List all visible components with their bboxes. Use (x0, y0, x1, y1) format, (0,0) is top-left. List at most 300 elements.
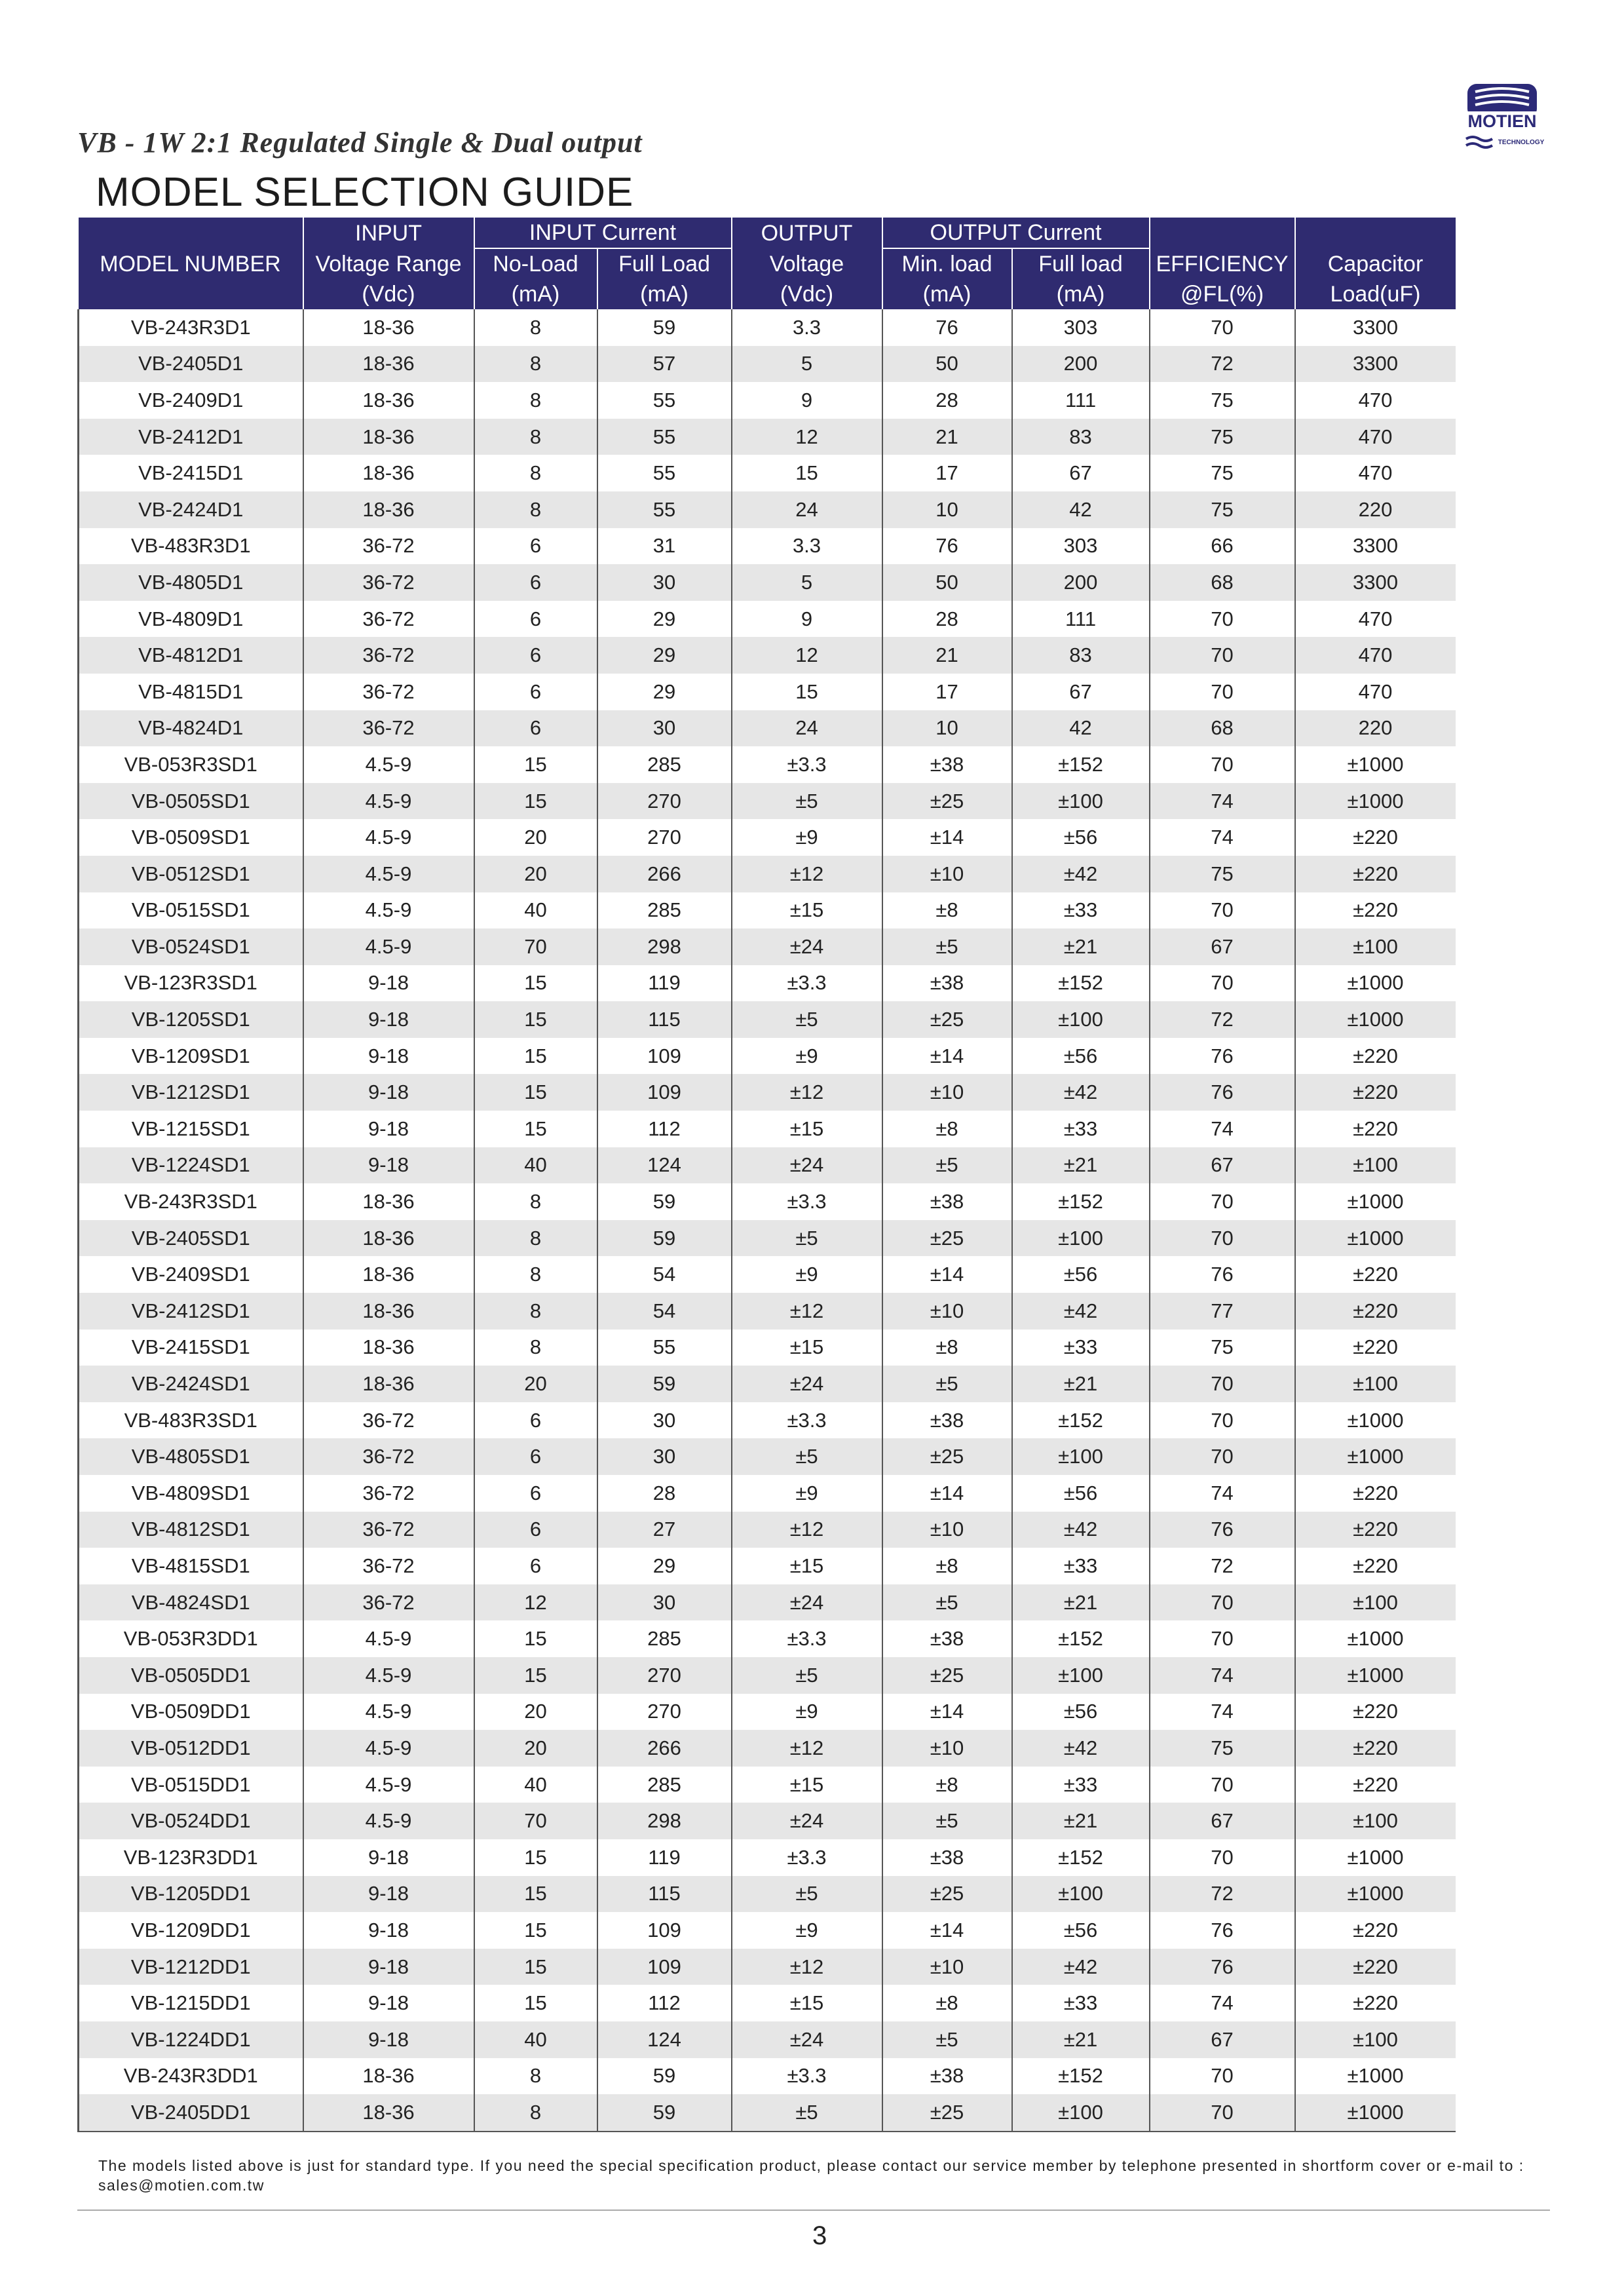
cell-output-voltage: 15 (732, 455, 882, 491)
cell-input-full-load: 109 (597, 1949, 732, 1985)
footer-divider (77, 2210, 1550, 2211)
cell-input-full-load: 285 (597, 1767, 732, 1803)
table-row (79, 1767, 1456, 1803)
cell-input-full-load: 27 (597, 1512, 732, 1548)
cell-model-number: VB-243R3SD1 (79, 1183, 303, 1220)
cell-output-full-load: 303 (1012, 528, 1150, 565)
cell-capacitor-load: ±100 (1295, 1366, 1456, 1402)
cell-output-full-load: 200 (1012, 564, 1150, 601)
cell-capacitor-load: ±220 (1295, 1767, 1456, 1803)
cell-output-voltage: ±24 (732, 1366, 882, 1402)
table-row (79, 1730, 1456, 1767)
cell-capacitor-load: ±220 (1295, 1694, 1456, 1731)
cell-output-voltage: ±15 (732, 1985, 882, 2021)
cell-input-voltage-range: 36-72 (303, 1438, 474, 1475)
cell-output-voltage: ±5 (732, 1657, 882, 1694)
cell-capacitor-load: 3300 (1295, 346, 1456, 383)
cell-input-full-load: 54 (597, 1256, 732, 1293)
cell-input-no-load: 15 (474, 965, 597, 1002)
cell-input-voltage-range: 36-72 (303, 637, 474, 674)
header-unit-efficiency: @FL(%) (1150, 279, 1295, 309)
svg-text:TECHNOLOGY: TECHNOLOGY (1498, 139, 1545, 146)
cell-input-voltage-range: 36-72 (303, 710, 474, 747)
cell-efficiency: 72 (1150, 346, 1295, 383)
header-output-current: OUTPUT Current (882, 218, 1150, 248)
cell-model-number: VB-0509SD1 (79, 819, 303, 856)
cell-input-voltage-range: 4.5-9 (303, 1730, 474, 1767)
cell-output-voltage: ±24 (732, 928, 882, 965)
cell-output-min-load: 21 (882, 637, 1012, 674)
cell-output-min-load: ±10 (882, 1949, 1012, 1985)
table-row (79, 1584, 1456, 1621)
cell-input-no-load: 70 (474, 928, 597, 965)
cell-input-voltage-range: 9-18 (303, 1876, 474, 1913)
cell-input-voltage-range: 18-36 (303, 419, 474, 455)
cell-input-full-load: 31 (597, 528, 732, 565)
cell-input-no-load: 15 (474, 1038, 597, 1075)
table-row (79, 1912, 1456, 1949)
cell-output-full-load: ±152 (1012, 746, 1150, 783)
cell-model-number: VB-2415SD1 (79, 1330, 303, 1366)
cell-output-full-load: ±56 (1012, 1694, 1150, 1731)
cell-input-full-load: 112 (597, 1985, 732, 2021)
table-row (79, 491, 1456, 528)
header-model-number: MODEL NUMBER (79, 248, 303, 279)
cell-output-voltage: ±3.3 (732, 1183, 882, 1220)
cell-input-voltage-range: 4.5-9 (303, 746, 474, 783)
cell-output-full-load: ±21 (1012, 1366, 1150, 1402)
cell-output-voltage: ±9 (732, 819, 882, 856)
cell-model-number: VB-4805D1 (79, 564, 303, 601)
table-row (79, 1803, 1456, 1839)
cell-output-voltage: ±15 (732, 892, 882, 929)
cell-output-min-load: 50 (882, 564, 1012, 601)
cell-output-min-load: ±8 (882, 1548, 1012, 1584)
cell-input-no-load: 8 (474, 346, 597, 383)
cell-output-voltage: ±15 (732, 1111, 882, 1147)
header-output: OUTPUT (732, 218, 882, 248)
cell-output-voltage: ±12 (732, 1949, 882, 1985)
cell-output-min-load: ±25 (882, 1001, 1012, 1038)
cell-input-no-load: 8 (474, 1183, 597, 1220)
cell-capacitor-load: 470 (1295, 601, 1456, 638)
cell-output-full-load: 200 (1012, 346, 1150, 383)
cell-efficiency: 70 (1150, 1620, 1295, 1657)
cell-efficiency: 72 (1150, 1876, 1295, 1913)
header-unit-ma-full-load-output: (mA) (1012, 279, 1150, 309)
cell-output-voltage: ±24 (732, 1803, 882, 1839)
cell-input-full-load: 57 (597, 346, 732, 383)
cell-input-voltage-range: 18-36 (303, 2058, 474, 2095)
cell-input-voltage-range: 4.5-9 (303, 1803, 474, 1839)
cell-input-full-load: 109 (597, 1074, 732, 1111)
header-unit-ma-no-load: (mA) (474, 279, 597, 309)
table-row (79, 746, 1456, 783)
cell-input-no-load: 8 (474, 455, 597, 491)
cell-efficiency: 76 (1150, 1949, 1295, 1985)
cell-input-no-load: 8 (474, 1220, 597, 1257)
cell-input-voltage-range: 9-18 (303, 965, 474, 1002)
cell-efficiency: 76 (1150, 1038, 1295, 1075)
cell-output-min-load: ±8 (882, 1111, 1012, 1147)
cell-input-voltage-range: 9-18 (303, 1038, 474, 1075)
cell-efficiency: 70 (1150, 1183, 1295, 1220)
cell-output-full-load: ±42 (1012, 1730, 1150, 1767)
header-min-load: Min. load (882, 248, 1012, 279)
cell-input-voltage-range: 36-72 (303, 674, 474, 710)
cell-input-no-load: 15 (474, 1111, 597, 1147)
cell-output-voltage: 9 (732, 601, 882, 638)
cell-input-full-load: 59 (597, 1366, 732, 1402)
cell-capacitor-load: ±220 (1295, 1949, 1456, 1985)
cell-input-voltage-range: 18-36 (303, 309, 474, 346)
cell-output-min-load: ±5 (882, 1803, 1012, 1839)
table-row (79, 1694, 1456, 1731)
table-row (79, 1475, 1456, 1512)
cell-model-number: VB-0509DD1 (79, 1694, 303, 1731)
cell-capacitor-load: ±220 (1295, 1038, 1456, 1075)
cell-input-voltage-range: 9-18 (303, 1949, 474, 1985)
cell-output-min-load: ±38 (882, 1183, 1012, 1220)
table-row (79, 1293, 1456, 1330)
cell-output-min-load: 76 (882, 309, 1012, 346)
cell-capacitor-load: 3300 (1295, 528, 1456, 565)
cell-output-voltage: ±9 (732, 1912, 882, 1949)
cell-output-voltage: ±3.3 (732, 2058, 882, 2095)
table-row (79, 455, 1456, 491)
cell-capacitor-load: ±220 (1295, 819, 1456, 856)
cell-efficiency: 70 (1150, 1402, 1295, 1439)
cell-input-voltage-range: 36-72 (303, 1584, 474, 1621)
cell-model-number: VB-4805SD1 (79, 1438, 303, 1475)
cell-capacitor-load: 470 (1295, 419, 1456, 455)
header-unit-vdc-output: (Vdc) (732, 279, 882, 309)
table-row (79, 1548, 1456, 1584)
cell-input-no-load: 6 (474, 601, 597, 638)
cell-output-voltage: ±9 (732, 1694, 882, 1731)
cell-output-min-load: ±10 (882, 1730, 1012, 1767)
cell-capacitor-load: ±220 (1295, 1730, 1456, 1767)
cell-input-voltage-range: 18-36 (303, 1183, 474, 1220)
cell-efficiency: 70 (1150, 1438, 1295, 1475)
cell-input-no-load: 8 (474, 309, 597, 346)
cell-output-voltage: ±5 (732, 1001, 882, 1038)
header-voltage-range: Voltage Range (303, 248, 474, 279)
cell-output-min-load: ±14 (882, 819, 1012, 856)
cell-input-full-load: 124 (597, 1147, 732, 1184)
cell-efficiency: 75 (1150, 455, 1295, 491)
cell-input-full-load: 55 (597, 382, 732, 419)
cell-output-full-load: ±21 (1012, 1147, 1150, 1184)
cell-input-no-load: 20 (474, 1694, 597, 1731)
cell-input-no-load: 6 (474, 1402, 597, 1439)
table-row (79, 710, 1456, 747)
cell-capacitor-load: ±1000 (1295, 1001, 1456, 1038)
cell-input-voltage-range: 18-36 (303, 2094, 474, 2132)
cell-capacitor-load: 470 (1295, 382, 1456, 419)
cell-output-min-load: 10 (882, 710, 1012, 747)
cell-input-full-load: 115 (597, 1001, 732, 1038)
cell-efficiency: 70 (1150, 637, 1295, 674)
svg-text:MOTIEN: MOTIEN (1467, 111, 1537, 131)
cell-efficiency: 74 (1150, 1475, 1295, 1512)
cell-efficiency: 70 (1150, 892, 1295, 929)
cell-input-full-load: 29 (597, 601, 732, 638)
table-row (79, 1876, 1456, 1913)
cell-output-min-load: ±38 (882, 965, 1012, 1002)
cell-efficiency: 74 (1150, 1657, 1295, 1694)
cell-output-full-load: ±42 (1012, 856, 1150, 892)
cell-input-voltage-range: 4.5-9 (303, 928, 474, 965)
cell-capacitor-load: ±1000 (1295, 1183, 1456, 1220)
cell-efficiency: 68 (1150, 710, 1295, 747)
table-row (79, 309, 1456, 346)
cell-input-no-load: 70 (474, 1803, 597, 1839)
cell-input-full-load: 59 (597, 2094, 732, 2132)
cell-output-full-load: ±33 (1012, 1767, 1150, 1803)
cell-model-number: VB-0515DD1 (79, 1767, 303, 1803)
cell-input-voltage-range: 4.5-9 (303, 1767, 474, 1803)
cell-output-min-load: ±14 (882, 1694, 1012, 1731)
cell-output-full-load: 42 (1012, 491, 1150, 528)
table-row (79, 528, 1456, 565)
page-subtitle: VB - 1W 2:1 Regulated Single & Dual output (77, 126, 643, 159)
cell-output-voltage: 12 (732, 637, 882, 674)
table-row (79, 892, 1456, 929)
cell-output-voltage: ±5 (732, 1438, 882, 1475)
cell-output-full-load: ±152 (1012, 1839, 1150, 1876)
cell-input-no-load: 6 (474, 710, 597, 747)
header-model-spacer (79, 218, 303, 248)
cell-input-no-load: 8 (474, 2094, 597, 2132)
cell-output-full-load: ±152 (1012, 965, 1150, 1002)
table-row (79, 1402, 1456, 1439)
cell-output-full-load: ±152 (1012, 1620, 1150, 1657)
cell-input-voltage-range: 4.5-9 (303, 856, 474, 892)
cell-input-full-load: 29 (597, 1548, 732, 1584)
cell-output-min-load: 21 (882, 419, 1012, 455)
header-unit-vdc-input: (Vdc) (303, 279, 474, 309)
footnote: The models listed above is just for standard type. If you need the special specification product, please contact our service member by telephone presented in shortform cover or e-mail to : sales@motien.com.tw (98, 2157, 1524, 2194)
cell-input-no-load: 15 (474, 1912, 597, 1949)
cell-input-voltage-range: 18-36 (303, 1220, 474, 1257)
table-row (79, 1366, 1456, 1402)
cell-input-voltage-range: 18-36 (303, 1330, 474, 1366)
cell-output-min-load: ±10 (882, 856, 1012, 892)
cell-capacitor-load: ±1000 (1295, 1620, 1456, 1657)
cell-input-voltage-range: 4.5-9 (303, 1620, 474, 1657)
cell-capacitor-load: 3300 (1295, 564, 1456, 601)
table-row (79, 2058, 1456, 2095)
cell-efficiency: 75 (1150, 382, 1295, 419)
cell-output-min-load: ±38 (882, 1839, 1012, 1876)
cell-efficiency: 70 (1150, 1220, 1295, 1257)
cell-input-voltage-range: 4.5-9 (303, 1694, 474, 1731)
cell-model-number: VB-4809SD1 (79, 1475, 303, 1512)
cell-model-number: VB-2409SD1 (79, 1256, 303, 1293)
cell-output-full-load: 303 (1012, 309, 1150, 346)
cell-input-full-load: 115 (597, 1876, 732, 1913)
table-row (79, 1183, 1456, 1220)
cell-efficiency: 70 (1150, 746, 1295, 783)
cell-output-min-load: ±10 (882, 1512, 1012, 1548)
cell-output-min-load: ±25 (882, 2094, 1012, 2132)
cell-input-no-load: 8 (474, 1293, 597, 1330)
cell-output-full-load: ±100 (1012, 2094, 1150, 2132)
table-row (79, 1512, 1456, 1548)
cell-model-number: VB-2405DD1 (79, 2094, 303, 2132)
cell-output-min-load: ±25 (882, 1220, 1012, 1257)
cell-capacitor-load: ±1000 (1295, 965, 1456, 1002)
cell-capacitor-load: ±100 (1295, 1584, 1456, 1621)
cell-input-voltage-range: 18-36 (303, 1293, 474, 1330)
cell-input-no-load: 6 (474, 1475, 597, 1512)
cell-output-full-load: ±100 (1012, 1657, 1150, 1694)
cell-output-min-load: ±38 (882, 746, 1012, 783)
cell-model-number: VB-0505DD1 (79, 1657, 303, 1694)
cell-capacitor-load: 3300 (1295, 309, 1456, 346)
cell-input-voltage-range: 18-36 (303, 1366, 474, 1402)
cell-output-min-load: ±25 (882, 1876, 1012, 1913)
cell-output-min-load: ±8 (882, 1767, 1012, 1803)
cell-model-number: VB-243R3DD1 (79, 2058, 303, 2095)
cell-output-full-load: 42 (1012, 710, 1150, 747)
cell-input-full-load: 29 (597, 637, 732, 674)
cell-input-no-load: 15 (474, 1985, 597, 2021)
page-title: MODEL SELECTION GUIDE (96, 170, 634, 215)
cell-input-full-load: 30 (597, 710, 732, 747)
cell-efficiency: 72 (1150, 1548, 1295, 1584)
cell-output-full-load: ±42 (1012, 1949, 1150, 1985)
cell-capacitor-load: ±1000 (1295, 2094, 1456, 2132)
cell-output-min-load: 28 (882, 601, 1012, 638)
cell-input-full-load: 270 (597, 783, 732, 820)
cell-model-number: VB-1212SD1 (79, 1074, 303, 1111)
cell-input-full-load: 298 (597, 928, 732, 965)
cell-model-number: VB-1215DD1 (79, 1985, 303, 2021)
cell-model-number: VB-053R3DD1 (79, 1620, 303, 1657)
cell-output-full-load: ±56 (1012, 1475, 1150, 1512)
table-row (79, 419, 1456, 455)
cell-model-number: VB-4812SD1 (79, 1512, 303, 1548)
cell-capacitor-load: ±220 (1295, 1111, 1456, 1147)
cell-input-no-load: 20 (474, 819, 597, 856)
cell-output-voltage: ±12 (732, 1730, 882, 1767)
cell-input-no-load: 15 (474, 1074, 597, 1111)
cell-input-no-load: 40 (474, 1147, 597, 1184)
cell-input-no-load: 8 (474, 2058, 597, 2095)
cell-output-voltage: 5 (732, 564, 882, 601)
table-row (79, 965, 1456, 1002)
cell-output-min-load: ±5 (882, 1147, 1012, 1184)
cell-input-full-load: 266 (597, 1730, 732, 1767)
cell-input-full-load: 59 (597, 1220, 732, 1257)
cell-output-full-load: ±100 (1012, 1220, 1150, 1257)
cell-efficiency: 70 (1150, 1839, 1295, 1876)
cell-model-number: VB-4815SD1 (79, 1548, 303, 1584)
cell-output-min-load: 50 (882, 346, 1012, 383)
cell-output-full-load: ±21 (1012, 1803, 1150, 1839)
cell-efficiency: 74 (1150, 1985, 1295, 2021)
cell-output-min-load: 17 (882, 674, 1012, 710)
table-row (79, 674, 1456, 710)
cell-output-min-load: ±38 (882, 2058, 1012, 2095)
cell-input-voltage-range: 4.5-9 (303, 783, 474, 820)
header-unit-capacitor: Load(uF) (1295, 279, 1456, 309)
header-no-load: No-Load (474, 248, 597, 279)
cell-output-full-load: ±56 (1012, 1256, 1150, 1293)
cell-model-number: VB-0515SD1 (79, 892, 303, 929)
motien-logo (1453, 83, 1551, 155)
cell-input-no-load: 40 (474, 1767, 597, 1803)
cell-output-voltage: 5 (732, 346, 882, 383)
cell-input-no-load: 8 (474, 1256, 597, 1293)
cell-model-number: VB-483R3SD1 (79, 1402, 303, 1439)
cell-efficiency: 74 (1150, 819, 1295, 856)
cell-model-number: VB-1215SD1 (79, 1111, 303, 1147)
cell-input-voltage-range: 36-72 (303, 1402, 474, 1439)
table-row (79, 1074, 1456, 1111)
cell-input-no-load: 8 (474, 491, 597, 528)
cell-output-voltage: ±12 (732, 1512, 882, 1548)
cell-input-voltage-range: 18-36 (303, 1256, 474, 1293)
cell-output-full-load: ±33 (1012, 1330, 1150, 1366)
cell-capacitor-load: ±220 (1295, 1548, 1456, 1584)
cell-model-number: VB-4812D1 (79, 637, 303, 674)
cell-capacitor-load: 220 (1295, 710, 1456, 747)
table-row (79, 1001, 1456, 1038)
table-row (79, 1438, 1456, 1475)
cell-efficiency: 67 (1150, 1147, 1295, 1184)
cell-output-voltage: 12 (732, 419, 882, 455)
cell-output-min-load: ±14 (882, 1256, 1012, 1293)
cell-input-voltage-range: 4.5-9 (303, 892, 474, 929)
cell-output-min-load: ±8 (882, 892, 1012, 929)
header-unit-spacer (79, 279, 303, 309)
cell-input-full-load: 59 (597, 309, 732, 346)
cell-capacitor-load: ±220 (1295, 1330, 1456, 1366)
header-full-load-output: Full load (1012, 248, 1150, 279)
cell-model-number: VB-2405SD1 (79, 1220, 303, 1257)
cell-input-full-load: 30 (597, 564, 732, 601)
cell-output-full-load: ±33 (1012, 1111, 1150, 1147)
cell-output-voltage: ±5 (732, 783, 882, 820)
cell-input-full-load: 124 (597, 2021, 732, 2058)
cell-output-min-load: 10 (882, 491, 1012, 528)
cell-capacitor-load: 470 (1295, 637, 1456, 674)
cell-output-voltage: ±15 (732, 1330, 882, 1366)
cell-output-min-load: ±25 (882, 1657, 1012, 1694)
table-row (79, 1038, 1456, 1075)
cell-input-full-load: 270 (597, 1694, 732, 1731)
cell-model-number: VB-1212DD1 (79, 1949, 303, 1985)
cell-input-full-load: 29 (597, 674, 732, 710)
table-body (79, 309, 1456, 2132)
cell-input-voltage-range: 9-18 (303, 1074, 474, 1111)
header-voltage: Voltage (732, 248, 882, 279)
cell-input-voltage-range: 4.5-9 (303, 819, 474, 856)
cell-output-min-load: ±14 (882, 1912, 1012, 1949)
cell-model-number: VB-4824D1 (79, 710, 303, 747)
cell-output-min-load: ±5 (882, 928, 1012, 965)
cell-capacitor-load: ±1000 (1295, 1438, 1456, 1475)
cell-input-full-load: 109 (597, 1912, 732, 1949)
cell-model-number: VB-2412SD1 (79, 1293, 303, 1330)
cell-efficiency: 77 (1150, 1293, 1295, 1330)
cell-output-full-load: 83 (1012, 419, 1150, 455)
cell-efficiency: 67 (1150, 1803, 1295, 1839)
cell-efficiency: 76 (1150, 1912, 1295, 1949)
